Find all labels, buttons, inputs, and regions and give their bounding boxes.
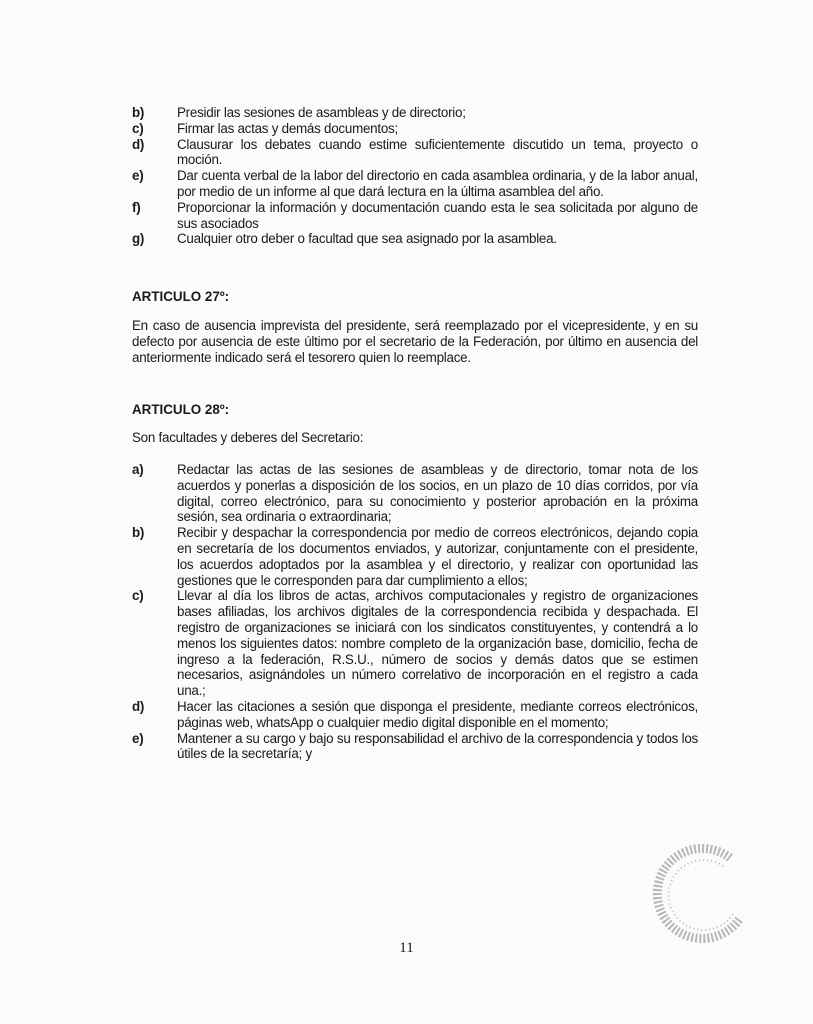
secretary-duties-list bbox=[132, 462, 698, 762]
list-item: c) Llevar al día los libros de actas, archivos computacionales y registro de organizaciones bases afiliadas, los archivos digitales de la correspondencia recibida y despachada. El registro de organizaciones se iniciará con los sindicatos constituyentes, y contendrá a lo menos los siguientes datos: nombre completo de la organización base, domicilio, fecha de ingreso a la federación, R.S.U., número de socios y demás datos que se estimen necesarios, asignándoles un número correlativo de incorporación en el registro a cada una.; bbox=[132, 588, 698, 699]
article-28-intro: Son facultades y deberes del Secretario: bbox=[132, 430, 364, 445]
list-item: d) Hacer las citaciones a sesión que disponga el presidente, mediante correos electrónicos, páginas web, whatsApp o cualquier medio digital disponible en el momento; bbox=[132, 698, 698, 730]
article-27-heading: ARTICULO 27º: bbox=[132, 289, 230, 304]
list-item: d) Clausurar los debates cuando estime suficientemente discutido un tema, proyecto o moción. bbox=[132, 136, 698, 168]
list-item: a) Redactar las actas de las sesiones de asambleas y de directorio, tomar nota de los acuerdos y ponerlas a disposición de los socios, en un plazo de 10 días corridos, por vía digital, correo electrónico, para su conocimiento y posterior aprobación en la próxima sesión, sea ordinaria o extraordinaria; bbox=[132, 462, 698, 525]
list-item: e) Mantener a su cargo y bajo su responsabilidad el archivo de la correspondencia y todos los útiles de la secretaría; y bbox=[132, 730, 698, 762]
faded-seal-stamp bbox=[645, 838, 755, 948]
president-duties-list bbox=[132, 105, 698, 247]
list-item: b) Presidir las sesiones de asambleas y de directorio; bbox=[132, 105, 466, 120]
list-item: f) Proporcionar la información y documentación cuando esta le sea solicitada por alguno de sus asociados bbox=[132, 199, 698, 231]
list-item: g) Cualquier otro deber o facultad que sea asignado por la asamblea. bbox=[132, 231, 557, 247]
list-item: c) Firmar las actas y demás documentos; bbox=[132, 120, 398, 136]
page-number: 11 bbox=[399, 940, 414, 956]
list-item: b) Recibir y despachar la correspondencia por medio de correos electrónicos, dejando copia en secretaría de los documentos enviados, y autorizar, conjuntamente con el presidente, los acuerdos adoptados por la asamblea y el directorio, y realizar con oportunidad las gestiones que le corresponden para dar cumplimiento a ellos; bbox=[132, 525, 698, 588]
list-item: e) Dar cuenta verbal de la labor del directorio en cada asamblea ordinaria, y de la labor anual, por medio de un informe al que dará lectura en la última asamblea del año. bbox=[132, 168, 698, 199]
article-27-text: En caso de ausencia imprevista del presidente, será reemplazado por el vicepresidente, y en su defecto por ausencia de este último por el secretario de la Federación, por último en ausencia del anteriormente indicado será el tesorero quien lo reemplace. bbox=[132, 318, 698, 365]
article-28-heading: ARTICULO 28º: bbox=[132, 402, 230, 417]
